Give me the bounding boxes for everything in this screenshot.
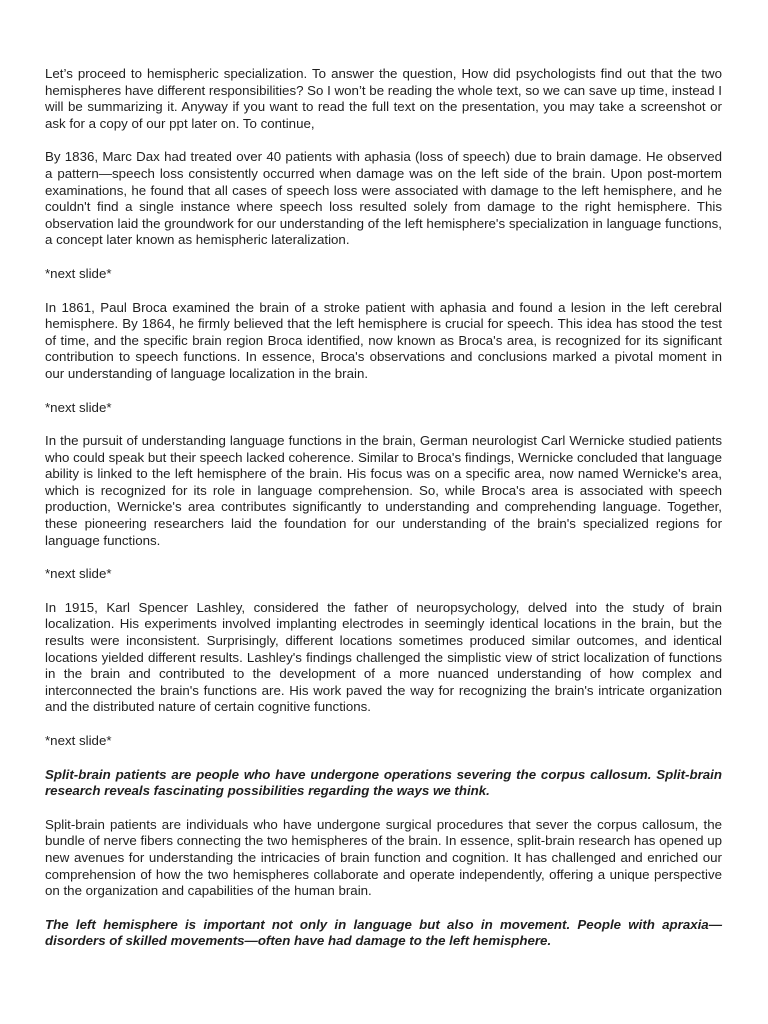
next-slide-marker: *next slide* — [45, 733, 112, 748]
next-slide-marker: *next slide* — [45, 399, 112, 415]
paragraph-split-brain: Split-brain patients are individuals who have undergone surgical procedures that sever the corpus callosum, the bundle of nerve fibers connecting the two hemispheres of the brain. In essence, split-brain research has opened up new avenues for understanding the intricacies of brain function and cognition. It has challenged and enriched our comprehension of how the two hemispheres collaborate and operate independently, offering a unique perspective on the organization and capabilities of the human brain. — [45, 816, 722, 899]
document-page — [45, 66, 722, 967]
next-slide-marker: *next slide* — [45, 566, 112, 582]
emphasis-split-brain: Split-brain patients are people who have undergone operations severing the corpus callosum. Split-brain research reveals fascinating possibilities regarding the ways we think. — [45, 766, 722, 799]
paragraph-karl-lashley: In 1915, Karl Spencer Lashley, considered the father of neuropsychology, delved into the study of brain localization. His experiments involved implanting electrodes in seemingly identical locations in the brain, but the results were inconsistent. Surprisingly, different locations sometimes produced similar outcomes, and identical locations yielded different results. Lashley's findings challenged the simplistic view of strict localization of functions in the brain and contributed to the development of a more nuanced understanding of how complex and interconnected the brain's functions are. His work paved the way for recognizing the brain's intricate organization and the distributed nature of certain cognitive functions. — [45, 599, 722, 715]
emphasis-left-hemisphere-movement: The left hemisphere is important not only in language but also in movement. People with apraxia—disorders of skilled movements—often have had damage to the left hemisphere. — [45, 916, 722, 949]
next-slide-marker: *next slide* — [45, 265, 112, 281]
paragraph-marc-dax: By 1836, Marc Dax had treated over 40 patients with aphasia (loss of speech) due to brain damage. He observed a pattern—speech loss consistently occurred when damage was on the left side of the brain. Upon post-mortem examinations, he found that all cases of speech loss were associated with damage to the left hemisphere, and he couldn't find a single instance where speech loss resulted solely from damage to the right hemisphere. This observation laid the groundwork for our understanding of the left hemisphere's specialization in language functions, a concept later known as hemispheric lateralization. — [45, 149, 722, 248]
paragraph-intro: Let’s proceed to hemispheric specialization. To answer the question, How did psychologists find out that the two hemispheres have different responsibilities? So I won’t be reading the whole text, so we can save up time, instead I will be summarizing it. Anyway if you want to read the full text on the presentation, you may take a screenshot or ask for a copy of our ppt later on. To continue, — [45, 66, 722, 131]
paragraph-paul-broca: In 1861, Paul Broca examined the brain of a stroke patient with aphasia and found a lesion in the left cerebral hemisphere. By 1864, he firmly believed that the left hemisphere is crucial for speech. This idea has stood the test of time, and the specific brain region Broca identified, now known as Broca's area, is recognized for its significant contribution to speech functions. In essence, Broca's observations and conclusions marked a pivotal moment in our understanding of language localization in the brain. — [45, 299, 722, 381]
paragraph-carl-wernicke: In the pursuit of understanding language functions in the brain, German neurologist Carl Wernicke studied patients who could speak but their speech lacked coherence. Similar to Broca's findings, Wernicke concluded that language ability is linked to the left hemisphere of the brain. His focus was on a specific area, now named Wernicke's area, which is recognized for its role in language comprehension. So, while Broca's area is associated with speech production, Wernicke's area contributes significantly to understanding and comprehending language. Together, these pioneering researchers laid the foundation for our understanding of the brain's specialized regions for language functions. — [45, 433, 722, 548]
